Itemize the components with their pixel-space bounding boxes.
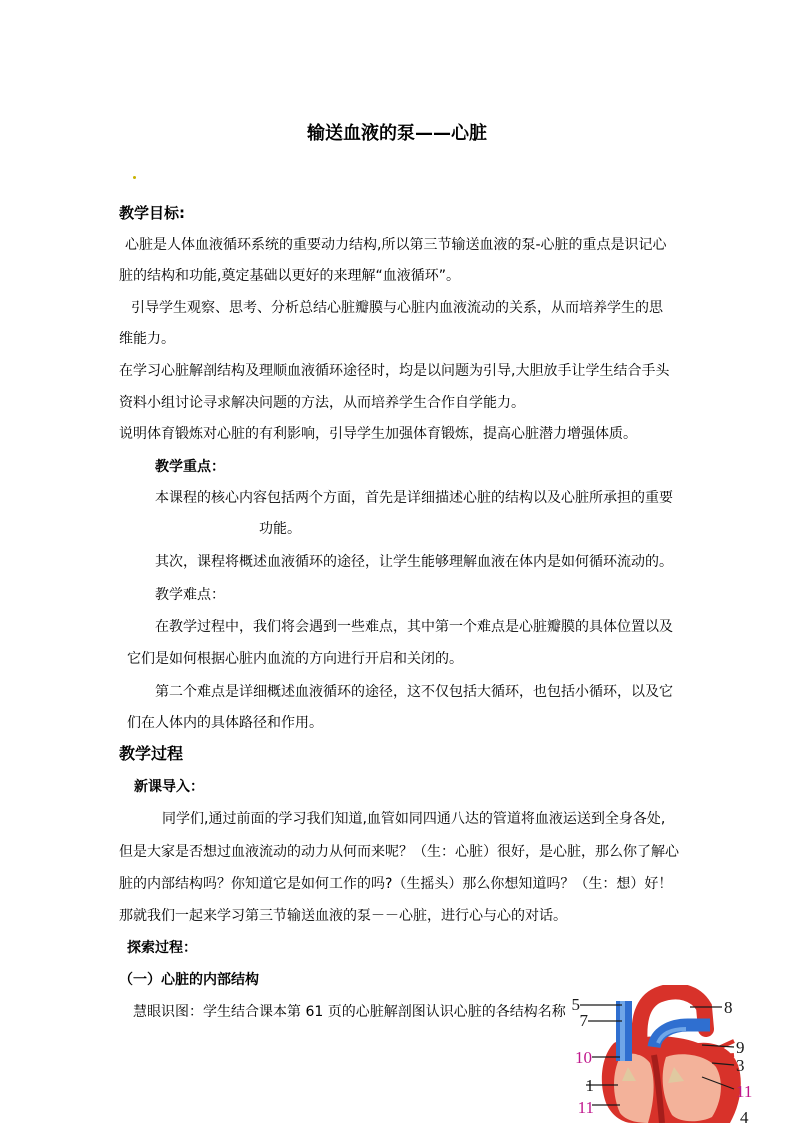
label-11-left: 11 <box>577 1098 594 1117</box>
process-heading: 教学过程 <box>119 744 184 763</box>
intro-line4: 那就我们一起来学习第三节输送血液的泵－－心脏，进行心与心的对话。 <box>119 908 567 924</box>
intro-heading: 新课导入： <box>134 779 204 795</box>
key-points-p2: 其次，课程将概述血液循环的途径，让学生能够理解血液在体内是如何循环流动的。 <box>155 554 673 570</box>
objectives-p1-line1: 心脏是人体血液循环系统的重要动力结构,所以第三节输送血液的泵-心脏的重点是识记心 <box>125 237 667 253</box>
intro-line3: 脏的内部结构吗？你知道它是如何工作的吗?（生摇头）那么你想知道吗？（生：想）好！ <box>119 876 673 892</box>
label-7: 7 <box>579 1011 588 1030</box>
difficulties-p1-line1: 在教学过程中，我们将会遇到一些难点，其中第一个难点是心脏瓣膜的具体位置以及 <box>155 619 673 635</box>
label-8: 8 <box>724 998 733 1017</box>
label-4: 4 <box>740 1108 749 1123</box>
objectives-p2-line2: 维能力。 <box>119 331 175 347</box>
difficulties-heading: 教学难点： <box>155 587 225 603</box>
section1-text: 慧眼识图：学生结合课本第 61 页的心脏解剖图认识心脏的各结构名称 <box>133 1004 566 1020</box>
label-3: 3 <box>736 1056 745 1075</box>
explore-heading: 探索过程： <box>127 940 197 956</box>
key-points-heading: 教学重点： <box>155 459 225 475</box>
intro-line2: 但是大家是否想过血液流动的动力从何而来呢？（生：心脏）很好，是心脏，那么你了解心 <box>119 844 679 860</box>
section1-heading: （一）心脏的内部结构 <box>119 972 259 988</box>
objectives-p1-line2: 脏的结构和功能,奠定基础以更好的来理解“血液循环”。 <box>119 268 460 284</box>
objectives-p4: 说明体育锻炼对心脏的有利影响，引导学生加强体育锻炼，提高心脏潜力增强体质。 <box>119 426 637 442</box>
key-points-p1-line2: 功能。 <box>259 521 301 537</box>
objectives-heading: 教学目标: <box>119 204 185 222</box>
objectives-p3-line1: 在学习心脏解剖结构及理顺血液循环途径时，均是以问题为引导,大胆放手让学生结合手头 <box>119 363 670 379</box>
difficulties-p2-line2: 们在人体内的具体路径和作用。 <box>127 715 323 731</box>
heart-inner-right <box>614 1054 654 1123</box>
label-1: 1 <box>585 1076 594 1095</box>
label-5: 5 <box>571 995 580 1014</box>
label-9: 9 <box>736 1038 745 1057</box>
document-title: 输送血液的泵——心脏 <box>307 123 487 144</box>
heart-inner-left <box>663 1054 721 1121</box>
heart-anatomy-diagram <box>562 985 794 1123</box>
label-10: 10 <box>575 1048 592 1067</box>
label-11-right: 11 <box>736 1082 753 1101</box>
objectives-p3-line2: 资料小组讨论寻求解决问题的方法，从而培养学生合作自学能力。 <box>119 395 525 411</box>
objectives-p2-line1: 引导学生观察、思考、分析总结心脏瓣膜与心脏内血液流动的关系，从而培养学生的思 <box>131 300 663 316</box>
intro-line1: 同学们,通过前面的学习我们知道,血管如同四通八达的管道将血液运送到全身各处, <box>162 811 666 827</box>
difficulties-p1-line2: 它们是如何根据心脏内血流的方向进行开启和关闭的。 <box>127 651 463 667</box>
key-points-p1-line1: 本课程的核心内容包括两个方面，首先是详细描述心脏的结构以及心脏所承担的重要 <box>155 490 673 506</box>
difficulties-p2-line1: 第二个难点是详细概述血液循环的途径，这不仅包括大循环，也包括小循环，以及它 <box>155 684 673 700</box>
decorative-dot <box>133 176 136 179</box>
